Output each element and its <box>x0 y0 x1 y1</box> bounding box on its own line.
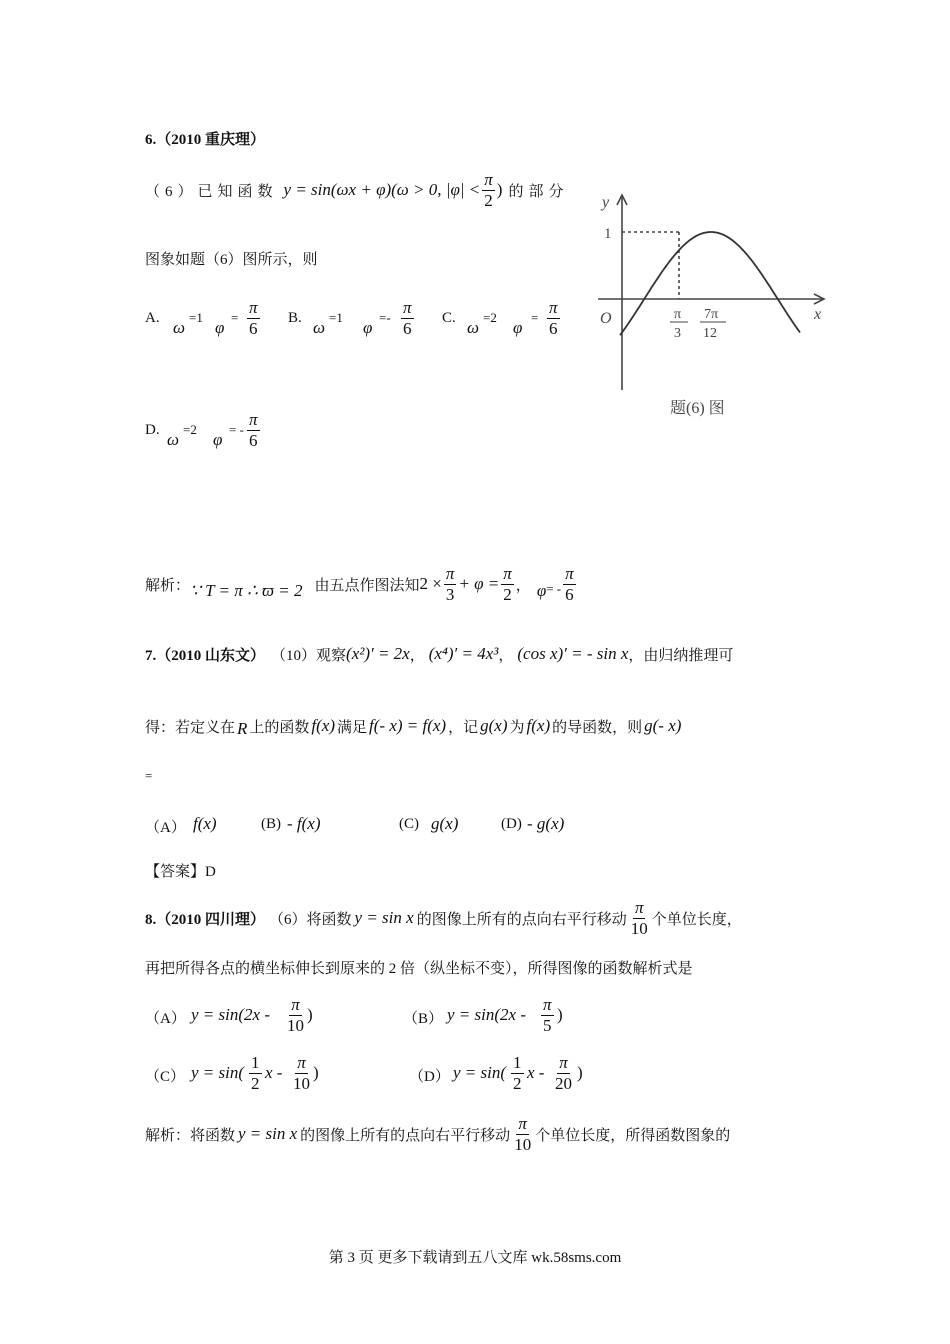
q8-opt-c-frac-half: $\frac{1}{2}$ <box>251 1053 260 1093</box>
q8-opt-c-expr: y = sin( <box>191 1063 245 1082</box>
q8-opt-d-frac-half: $\frac{1}{2}$ <box>513 1053 522 1093</box>
q6-sol-expr-a: 2 × <box>419 574 442 593</box>
q7-options: （A） f(x) (B) - f(x) (C) g(x) (D) - g(x) <box>145 814 565 836</box>
q6-tail: 的部分 <box>508 183 569 200</box>
q7-opt-c-value: g(x) <box>431 814 459 833</box>
q8-line1: 8.（2010 四川理） （6）将函数 y = sin x 的图像上所有的点向右平行移动 $\frac{\pi}{10}$ 个单位长度， <box>145 897 742 938</box>
q6-intro: 已知函数 <box>197 183 278 200</box>
q8-options-ab: （A） y = sin(2x - $\frac{\pi}{10}$ ) （B） y = sin(2x - $\frac{\pi}{5}$ ) <box>145 995 563 1035</box>
graph-pi3-num: π <box>674 307 682 322</box>
q8-opt-a-frac: $\frac{\pi}{10}$ <box>287 995 304 1035</box>
q6-opt-a-frac: $\frac{\pi}{6}$ <box>249 298 258 338</box>
graph-origin-label: O <box>600 310 612 327</box>
graph-pi3-den: 3 <box>674 326 681 341</box>
q6-sol-frac-pi-2: $\frac{\pi}{2}$ <box>503 563 512 604</box>
q7-opt-b-value: - f(x) <box>287 814 321 833</box>
q8-opt-d-expr: y = sin( <box>453 1063 507 1082</box>
graph-7pi12-num: 7π <box>704 307 719 322</box>
q6-line1: （6） 已知函数 y = sin(ωx + φ)(ω > 0, |φ| < $\frac{\pi}{2}$ ) 的部分 <box>145 169 569 210</box>
q7-line2: 得：若定义在 R 上的函数 f(x) 满足 f(- x) = f(x) ，记 g(x) 为 f(x) 的导函数，则 g(- x) <box>145 716 682 738</box>
q6-func: y = sin(ωx + φ)(ω > 0, |φ| < <box>283 180 481 199</box>
q6-line2: 图象如题（6）图所示，则 <box>145 252 318 268</box>
q8-opt-d-frac-pi: $\frac{\pi}{20}$ <box>555 1053 572 1093</box>
q6-opt-d-label: D. <box>145 422 160 438</box>
q6-options-abc: A. ω =1 φ = $\frac{\pi}{6}$ B. ω =1 φ =- $\frac{\pi}{6}$ C. ω =2 φ = $\frac{\pi}{6}$ <box>145 298 558 338</box>
q8-title: 8.（2010 四川理） <box>145 911 266 928</box>
graph-caption: 题(6) 图 <box>670 400 725 417</box>
graph-x-label: x <box>814 306 822 323</box>
q8-opt-b-frac: $\frac{\pi}{5}$ <box>543 995 552 1035</box>
q7-answer: 【答案】D <box>145 864 216 880</box>
q8-opt-a-expr: y = sin(2x - <box>191 1005 270 1024</box>
q7-e2: (x⁴)′ = 4x³ <box>428 644 499 663</box>
q7-opt-d-value: - g(x) <box>527 814 565 833</box>
q8-options-cd: （C） y = sin( $\frac{1}{2}$ x - $\frac{\pi}{10}$ ) （D） y = sin( $\frac{1}{2}$ x - $\frac{\pi}{20}$ ) <box>145 1053 583 1093</box>
graph-one-label: 1 <box>604 226 612 242</box>
q7-e3: (cos x)′ = - sin x <box>517 644 629 663</box>
graph-y-label: y <box>602 194 610 211</box>
q7-line3: = <box>145 768 153 783</box>
q8-opt-c-frac-pi: $\frac{\pi}{10}$ <box>293 1053 310 1093</box>
q6-opt-b-frac: $\frac{\pi}{6}$ <box>403 298 412 338</box>
page-footer: 第 3 页 更多下载请到五八文库 wk.58sms.com <box>328 1250 622 1266</box>
q6-opt-d-frac: $\frac{\pi}{6}$ <box>249 410 258 450</box>
q8-opt-b-expr: y = sin(2x - <box>447 1005 526 1024</box>
q6-opt-b-label: B. <box>288 310 302 326</box>
q7-opt-a-value: f(x) <box>193 814 217 833</box>
q6-graph-figure <box>590 185 835 425</box>
graph-7pi12-den: 12 <box>703 326 717 341</box>
q6-title: 6.（2010 重庆理） <box>145 132 266 148</box>
q6-sol-plus: + φ = <box>458 574 500 593</box>
q6-opt-c-label: C. <box>442 310 456 326</box>
q7-line1: 7.（2010 山东文） （10）观察 (x²)′ = 2x ， (x⁴)′ = 4x³ ， (cos x)′ = - sin x ，由归纳推理可 <box>145 644 734 664</box>
q6-sol-frac-pi-3: $\frac{\pi}{3}$ <box>445 563 455 604</box>
q8-sol-frac-pi-10: $\frac{\pi}{10}$ <box>514 1113 532 1154</box>
q6-sol-mid: 由五点作图法知 <box>314 577 420 594</box>
q7-e1: (x²)′ = 2x <box>346 644 410 663</box>
q6-opt-c-frac: $\frac{\pi}{6}$ <box>549 298 558 338</box>
q6-sol-label: 解析： <box>145 577 191 594</box>
q6-option-d: D. ω =2 φ = - $\frac{\pi}{6}$ <box>145 410 258 450</box>
q8-frac-pi-10: $\frac{\pi}{10}$ <box>630 897 648 938</box>
q6-num: （6） <box>145 183 198 200</box>
q8-line2: 再把所得各点的横坐标伸长到原来的 2 倍（纵坐标不变），所得图像的函数解析式是 <box>145 961 693 977</box>
q6-frac-pi-2: $\frac{\pi}{2}$ <box>484 169 493 210</box>
q6-opt-a-label: A. <box>145 310 160 326</box>
q7-title: 7.（2010 山东文） <box>145 647 266 664</box>
q6-sol-T: ∵ T = π ∴ ϖ = 2 <box>190 581 303 600</box>
q6-sol-frac-pi-6: $\frac{\pi}{6}$ <box>565 563 574 604</box>
q6-solution: 解析： ∵ T = π ∴ ϖ = 2 由五点作图法知 2 × $\frac{\pi}{3}$ + φ = $\frac{\pi}{2}$ ， φ = - $\frac{\pi}{6}$ <box>145 563 574 604</box>
q8-solution: 解析：将函数 y = sin x 的图像上所有的点向右平行移动 $\frac{\pi}{10}$ 个单位长度，所得函数图象的 <box>145 1113 731 1154</box>
